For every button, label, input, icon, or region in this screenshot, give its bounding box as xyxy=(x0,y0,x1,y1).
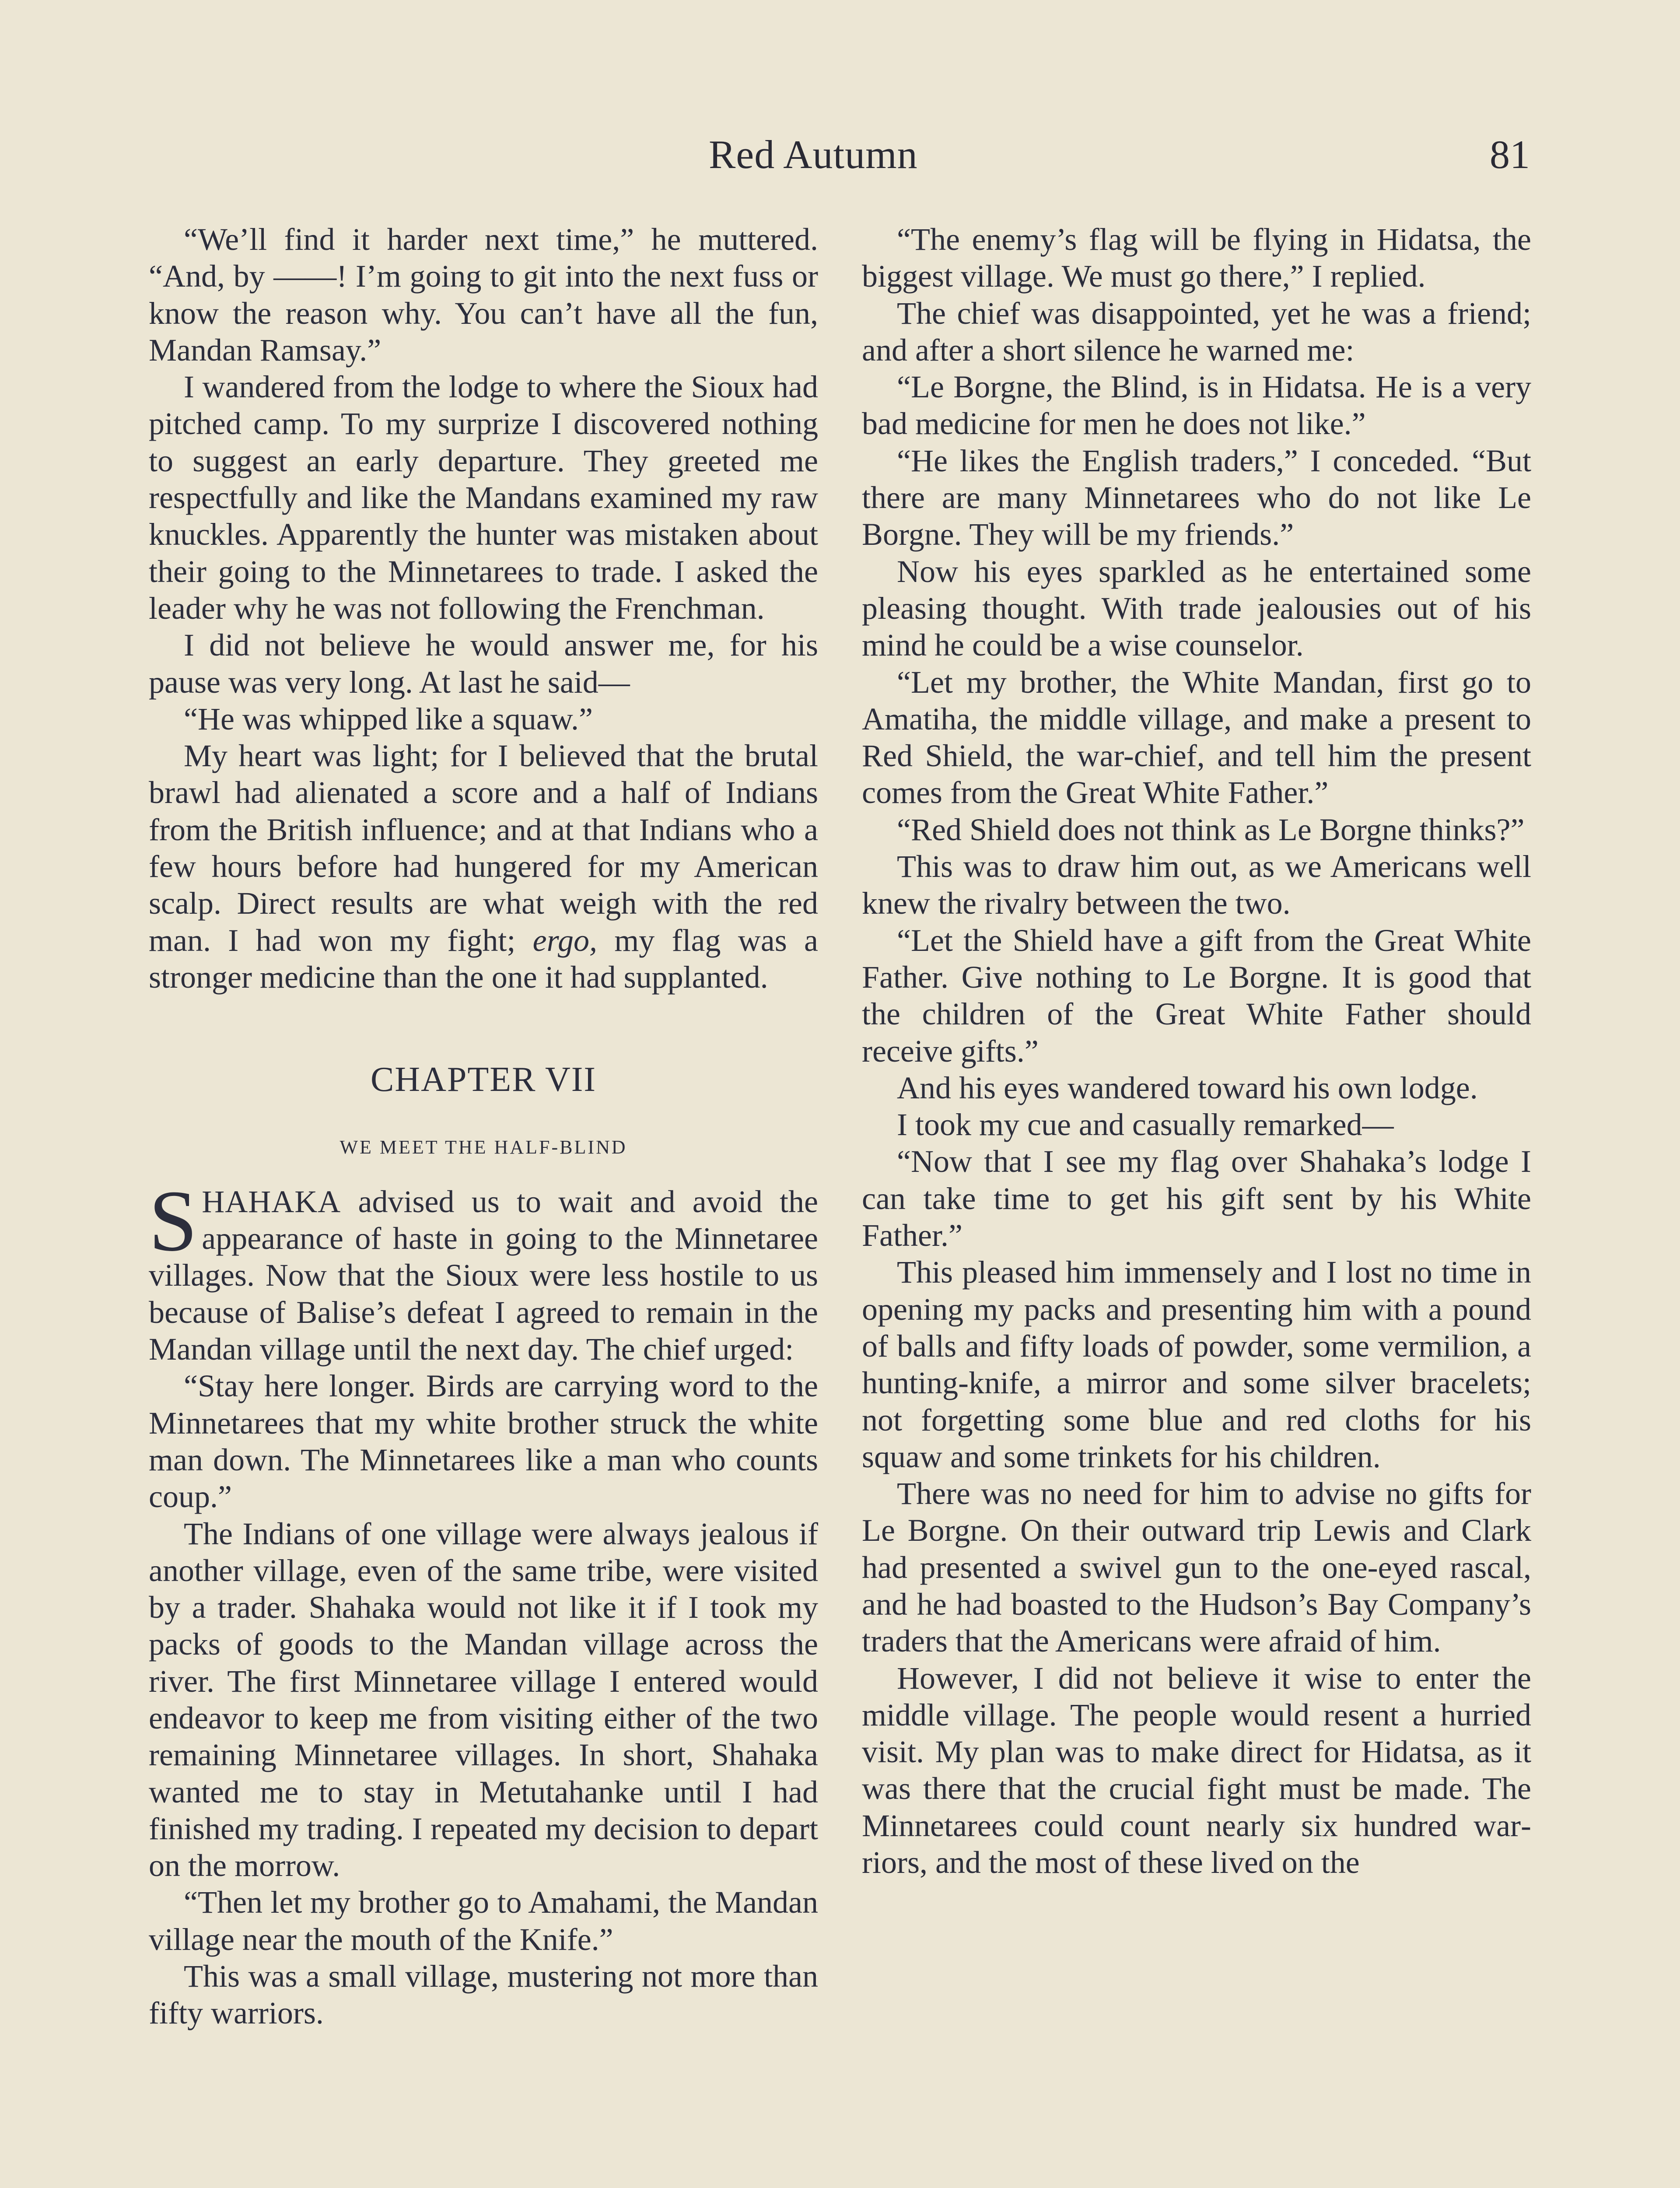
paragraph: I did not believe he would answer me, for his pause was very long. At last he said— xyxy=(149,628,818,700)
first-word: HAHAKA xyxy=(202,1184,341,1219)
paragraph: “He was whipped like a squaw.” xyxy=(184,701,593,736)
paragraph: Now his eyes sparkled as he entertained some pleasing thought. With trade jealousies out of his mind he could be a wise counselor. xyxy=(862,554,1531,663)
paragraph: I took my cue and casually remarked— xyxy=(897,1107,1394,1143)
right-column xyxy=(862,221,1531,1881)
paragraph: “He likes the English traders,” I conceded. “But there are many Minnetarees who do not like Le Borgne. They will be my friends.” xyxy=(862,443,1531,552)
left-column xyxy=(149,221,818,2032)
paragraph: The Indians of one village were always jealous if another village, even of the same tribe, were visited by a trader. Shahaka would not like it if I took my packs of goods to the Mandan village across the river. The first Minnetaree village I entered would endeavor to keep me from visiting either of the two remaining Minnetaree villages. In short, Shahaka wanted me to stay in Metutahanke until I had finished my trading. I repeated my decision to depart on the morrow. xyxy=(149,1516,818,1883)
ergo-italic: ergo, xyxy=(532,922,597,958)
chapter-subtitle: WE MEET THE HALF-BLIND xyxy=(340,1136,627,1158)
paragraph: “Let the Shield have a gift from the Great White Father. Give nothing to Le Borgne. It is good that the children of the Great White Father should receive gifts.” xyxy=(862,922,1531,1069)
paragraph: “Le Borgne, the Blind, is in Hidatsa. He is a very bad medicine for men he does not like.” xyxy=(862,369,1531,442)
paragraph: This was a small village, mustering not more than fifty warriors. xyxy=(149,1959,818,2031)
paragraph-text: advised us to wait and avoid the appearance of haste in going to the Minnetaree villages. Now that the Sioux were less hostile to us because of Balise’s defeat I agreed to remain in the Mandan village until the next day. The chief urged: xyxy=(149,1184,818,1367)
chapter-opening-paragraph xyxy=(149,1172,818,1368)
paragraph: “Red Shield does not think as Le Borgne thinks?” xyxy=(897,812,1525,847)
paragraph: “Then let my brother go to Amahami, the Mandan village near the mouth of the Knife.” xyxy=(149,1885,818,1957)
drop-cap: S xyxy=(149,1172,198,1269)
page-number: 81 xyxy=(1490,132,1530,177)
paragraph: However, I did not believe it wise to enter the middle village. The people would resent a hurried visit. My plan was to make direct for Hidatsa, as it was there that the crucial fight must be made. The Minnetarees could count nearly six hundred warriors, and the most of these lived on the xyxy=(862,1660,1531,1880)
paragraph: “Stay here longer. Birds are carrying word to the Minnetarees that my white brother struck the white man down. The Minnetarees like a man who counts coup.” xyxy=(149,1368,818,1515)
paragraph: The chief was disappointed, yet he was a friend; and after a short silence he warned me: xyxy=(862,295,1531,368)
paragraph: “We’ll find it harder next time,” he muttered. “And, by ——! I’m going to git into the next fuss or know the reason why. You can’t have all the fun, Mandan Ramsay.” xyxy=(149,222,818,368)
paragraph: And his eyes wandered toward his own lodge. xyxy=(897,1070,1478,1105)
paragraph-text: My heart was light; for I believed that the brutal brawl had alienated a score and a half of Indians from the British influence; and at that Indians who a few hours before had hungered for my American scalp. Direct results are what weigh with the red man. I had won my fight; xyxy=(149,738,818,958)
paragraph: There was no need for him to advise no gifts for Le Borgne. On their outward trip Lewis and Clark had presented a swivel gun to the one-eyed rascal, and he had boasted to the Hudson’s Bay Company’s traders that the Americans were afraid of him. xyxy=(862,1476,1531,1659)
paragraph: This was to draw him out, as we Americans well knew the rivalry between the two. xyxy=(862,849,1531,921)
paragraph: This pleased him immensely and I lost no time in opening my packs and presenting him with a pound of balls and fifty loads of powder, some vermilion, a hunting-knife, a mirror and some silver bracelets; not forgetting some blue and red cloths for his squaw and some trinkets for his children. xyxy=(862,1255,1531,1474)
chapter-title: CHAPTER VII xyxy=(370,1060,597,1099)
paragraph: I wandered from the lodge to where the Sioux had pitched camp. To my surprize I discovered nothing to suggest an early departure. They greeted me respectfully and like the Mandans examined my raw knuckles. Apparently the hunter was mistaken about their going to the Minnetarees to trade. I asked the leader why he was not following the Frenchman. xyxy=(149,369,818,626)
paragraph xyxy=(149,737,818,996)
running-title: Red Autumn xyxy=(709,132,918,177)
page-header xyxy=(0,131,1680,184)
paragraph-text: my flag was a stronger medicine than the one it had supplanted. xyxy=(149,922,818,995)
paragraph: “The enemy’s flag will be flying in Hidatsa, the biggest village. We must go there,” I replied. xyxy=(862,222,1531,294)
paragraph: “Now that I see my flag over Shahaka’s lodge I can take time to get his gift sent by his White Father.” xyxy=(862,1144,1531,1253)
paragraph: “Let my brother, the White Mandan, first go to Amatiha, the middle village, and make a present to Red Shield, the war-chief, and tell him the present comes from the Great White Father.” xyxy=(862,664,1531,810)
